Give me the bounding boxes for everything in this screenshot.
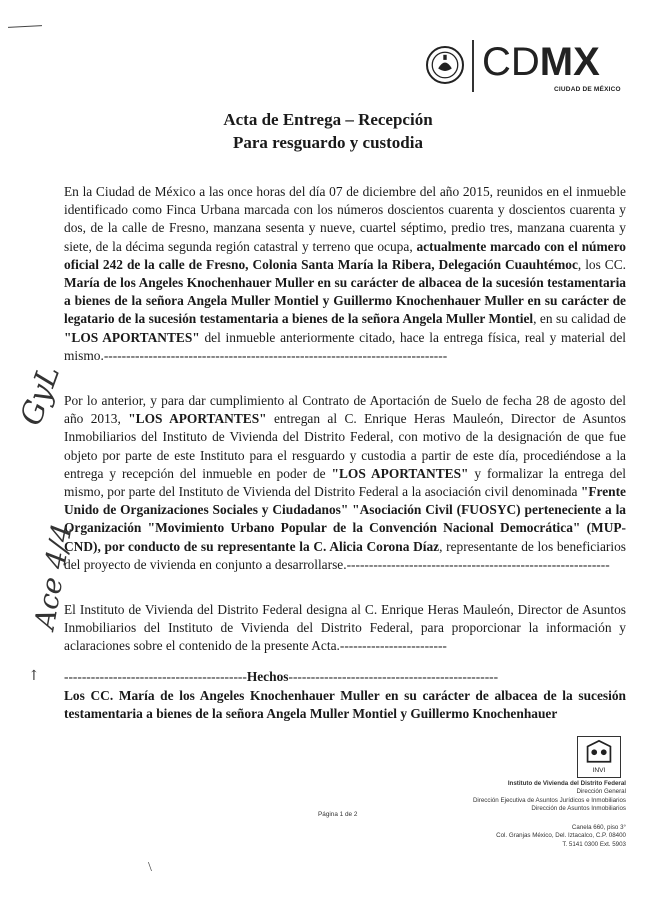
handwritten-mark: ↑ [28, 668, 40, 684]
page-number: Página 1 de 2 [318, 811, 358, 818]
corner-pen-mark [8, 25, 42, 28]
hechos-heading: -----------------------------------------Hechos----------------------------------------------- [64, 669, 499, 684]
paragraph-3: El Instituto de Vivienda del Distrito Federal designa al C. Enrique Heras Mauleón, Director de Asuntos Inmobiliarios del Instituto de Vivienda del Distrito Federal, para proporcionar la información y aclaraciones sobre el contenido de la presente Acta.------------------------ [64, 602, 626, 654]
coat-of-arms-icon [426, 46, 464, 84]
footer-institution: Instituto de Vivienda del Distrito Federal Dirección General Dirección Ejecutiva de Asuntos Jurídicos e Inmobiliarios Dirección de Asuntos Inmobiliarios [472, 780, 626, 813]
document-subtitle: Para resguardo y custodia [233, 133, 423, 152]
header-divider [472, 40, 474, 92]
footer-address: Canela 660, piso 3° Col. Granjas México, Del. Iztacalco, C.P. 08400 T. 5141 0300 Ext. 5903 [496, 824, 626, 848]
cdmx-wordmark: CDMX [482, 40, 600, 84]
paragraph-2: Por lo anterior, y para dar cumplimiento al Contrato de Aportación de Suelo de fecha 28 de agosto del año 2013, "LOS APORTANTES" entregan al C. Enrique Heras Mauleón, Director de Asuntos Inmobiliarios del Instituto de Vivienda del Distrito Federal, con motivo de la designación de que fue objeto por parte de este Instituto para el resguardo y custodia a partir de este día, procediéndose a la entrega y recepción del inmueble en poder de "LOS APORTANTES" y formalizar la entrega del mismo, por parte del Instituto de Vivienda del Distrito Federal a la asociación civil denominada "Frente Unido de Organizaciones Sociales y Ciudadanos" "Asociación Civil (FUOSYC) perteneciente a la Organización "Movimiento Urbano Popular de la Convención Nacional Democrática" (MUP-CND), por conducto de su representante la C. Alicia Corona Díaz, representante de los beneficiarios del proyecto de vivienda en conjunto a desarrollarse.----------------------------------------------------------- [64, 393, 627, 572]
pen-tick-mark: \ [148, 860, 152, 875]
document-title: Acta de Entrega – Recepción [223, 110, 433, 129]
invi-logo-icon [577, 736, 621, 778]
paragraph-4: Los CC. María de los Angeles Knochenhauer Muller en su carácter de albacea de la sucesión testamentaria a bienes de la señora Angela Muller Montiel y Guillermo Knochenhauer [64, 688, 626, 722]
cdmx-subtitle: CIUDAD DE MÉXICO [554, 86, 621, 93]
invi-logo-label: INVI [592, 767, 606, 775]
handwritten-signature: Ace 4/4 [27, 521, 79, 632]
handwritten-initials: GyL [13, 360, 68, 431]
paragraph-1: En la Ciudad de México a las once horas del día 07 de diciembre del año 2015, reunidos en el inmueble identificado como Finca Urbana marcada con los números doscientos cuarenta y doscientos cuarenta y dos, de la calle de Fresno, manzana sesenta y nueve, cuartel séptimo, predio tres, manzana cuarenta y siete, de la décima segunda región catastral y terreno que ocupa, actualmente marcado con el número oficial 242 de la calle de Fresno, Colonia Santa María la Ribera, Delegación Cuauhtémoc, los CC. María de los Angeles Knochenhauer Muller en su carácter de albacea de la sucesión testamentaria a bienes de la señora Angela Muller Montiel y Guillermo Knochenhauer Muller en su carácter de legatario de la sucesión testamentaria a bienes de la señora Angela Muller Montiel, en su calidad de "LOS APORTANTES" del inmueble anteriormente citado, hace la entrega física, real y material del mismo.----------------------------------------------------------------------------- [64, 184, 627, 363]
cdmx-header-logo [418, 38, 638, 100]
